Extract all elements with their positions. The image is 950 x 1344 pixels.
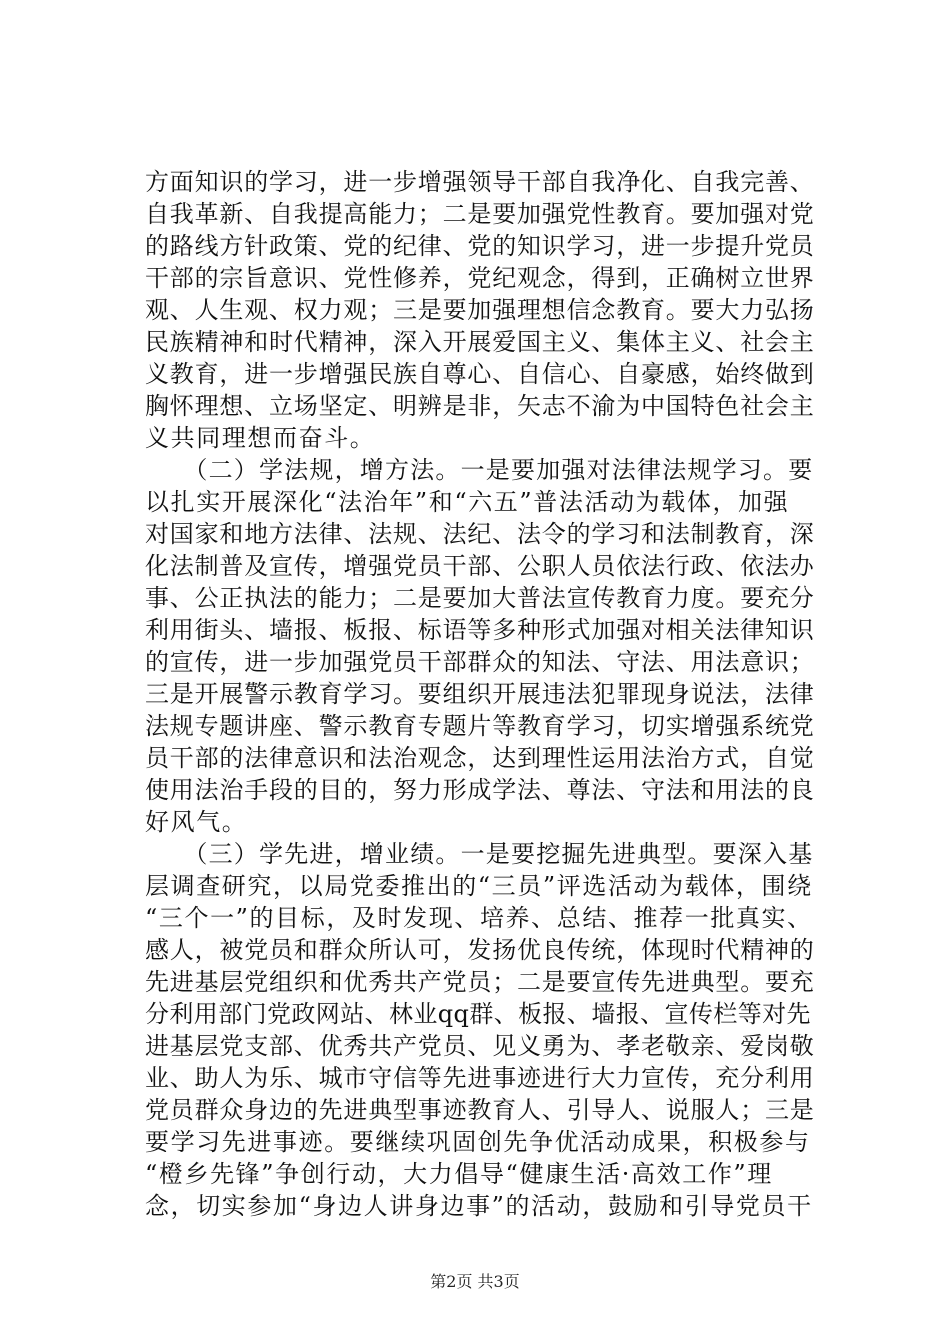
page-footer: 第2页 共3页 [430, 1272, 520, 1291]
text-line: 使用法治手段的目的，努力形成学法、尊法、守法和用法的良 [145, 776, 815, 804]
text-line: 三是开展警示教育学习。要组织开展违法犯罪现身说法，法律 [145, 680, 815, 708]
text-line: 对国家和地方法律、法规、法纪、法令的学习和法制教育，深 [145, 520, 815, 548]
text-line: 法规专题讲座、警示教育专题片等教育学习，切实增强系统党 [145, 712, 815, 740]
body-text [145, 166, 815, 1222]
text-line: 以扎实开展深化“法治年”和“六五”普法活动为载体，加强 [145, 488, 790, 516]
text-line: “橙乡先锋”争创行动，大力倡导“健康生活·高效工作”理 [145, 1160, 773, 1188]
text-line: 干部的宗旨意识、党性修养，党纪观念，得到，正确树立世界 [145, 264, 815, 292]
text-line: 化法制普及宣传，增强党员干部、公职人员依法行政、依法办 [145, 552, 815, 580]
text-line: 层调查研究，以局党委推出的“三员”评选活动为载体，围绕 [145, 872, 813, 900]
text-line: 感人，被党员和群众所认可，发扬优良传统，体现时代精神的 [145, 936, 815, 964]
text-line: 先进基层党组织和优秀共产党员；二是要宣传先进典型。要充 [145, 968, 815, 996]
text-line: 的路线方针政策、党的纪律、党的知识学习，进一步提升党员 [145, 232, 815, 260]
text-line: 民族精神和时代精神，深入开展爱国主义、集体主义、社会主 [145, 328, 815, 356]
text-line: 好风气。 [145, 808, 248, 836]
text-line: 分利用部门党政网站、林业qq群、板报、墙报、宣传栏等对先 [145, 1000, 811, 1028]
text-line: 要学习先进事迹。要继续巩固创先争优活动成果，积极参与 [145, 1128, 811, 1156]
text-line: 事、公正执法的能力；二是要加大普法宣传教育力度。要充分 [145, 584, 815, 612]
text-line: 胸怀理想、立场坚定、明辨是非，矢志不渝为中国特色社会主 [145, 392, 815, 420]
text-line: 业、助人为乐、城市守信等先进事迹进行大力宣传，充分利用 [145, 1064, 815, 1092]
text-line: 利用街头、墙报、板报、标语等多种形式加强对相关法律知识 [145, 616, 815, 644]
text-line: 党员群众身边的先进典型事迹教育人、引导人、说服人；三是 [145, 1096, 815, 1124]
text-line: 进基层党支部、优秀共产党员、见义勇为、孝老敬亲、爱岗敬 [145, 1032, 815, 1060]
text-line: （二）学法规，增方法。一是要加强对法律法规学习。要 [145, 456, 814, 484]
text-line: （三）学先进，增业绩。一是要挖掘先进典型。要深入基 [145, 840, 814, 868]
text-line: 义教育，进一步增强民族自尊心、自信心、自豪感，始终做到 [145, 360, 815, 388]
text-line: 义共同理想而奋斗。 [145, 424, 376, 452]
text-line: 方面知识的学习，进一步增强领导干部自我净化、自我完善、 [145, 168, 815, 196]
text-line: 员干部的法律意识和法治观念，达到理性运用法治方式，自觉 [145, 744, 815, 772]
text-line: 念，切实参加“身边人讲身边事”的活动，鼓励和引导党员干 [145, 1192, 813, 1220]
text-line: 自我革新、自我提高能力；二是要加强党性教育。要加强对党 [145, 200, 815, 228]
text-line: 的宣传，进一步加强党员干部群众的知法、守法、用法意识； [145, 648, 815, 676]
text-line: “三个一”的目标，及时发现、培养、总结、推荐一批真实、 [145, 904, 813, 932]
text-line: 观、人生观、权力观；三是要加强理想信念教育。要大力弘扬 [145, 296, 815, 324]
